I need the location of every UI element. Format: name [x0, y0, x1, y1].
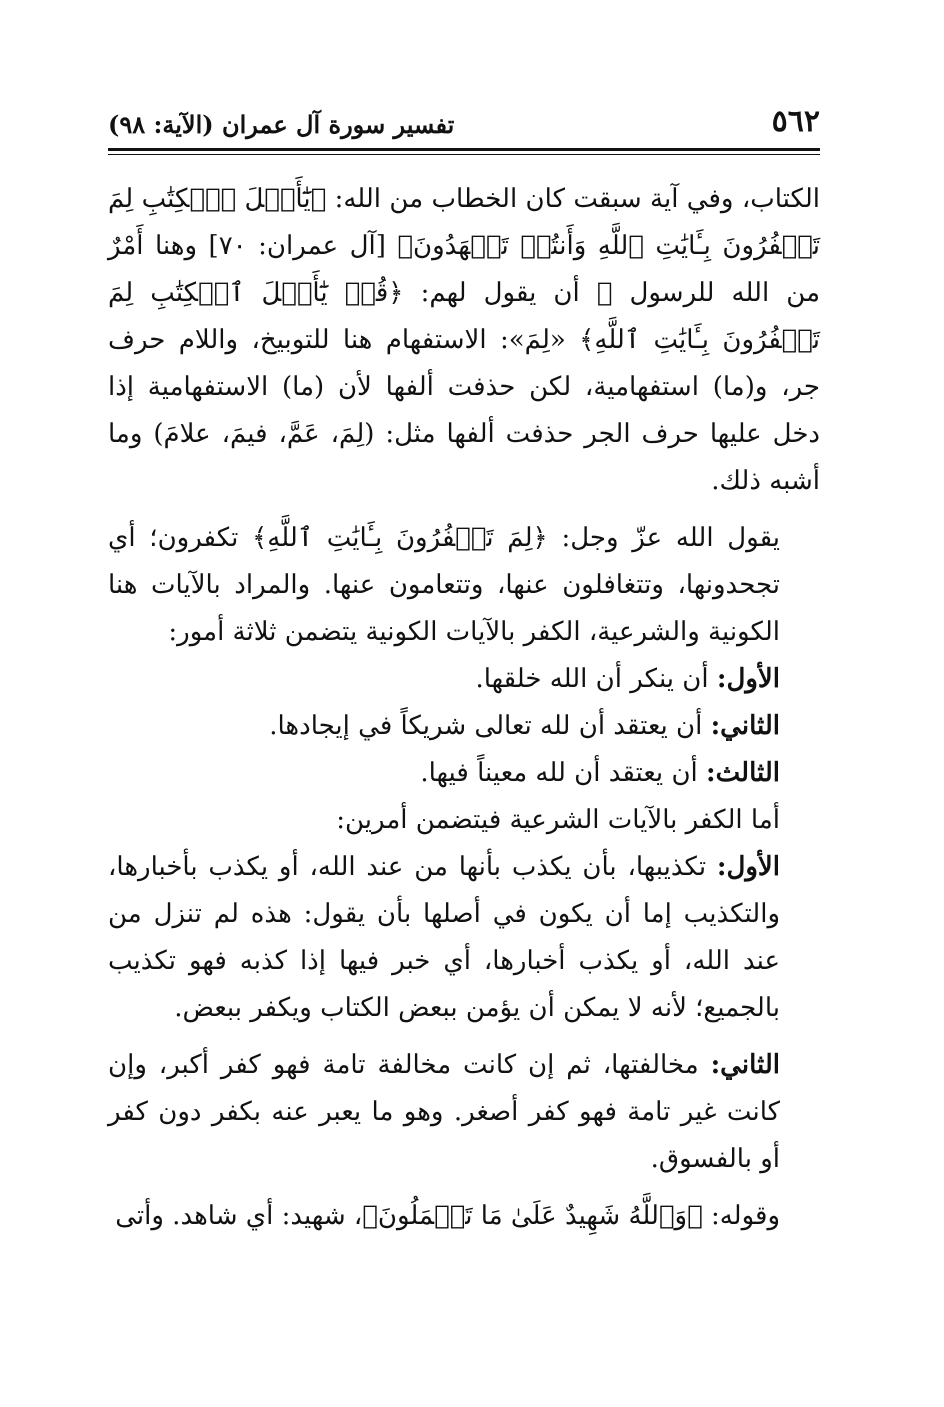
paragraph-4-text: تكذيبها، بأن يكذب بأنها من عند الله، أو يكذب بأخبارها، والتكذيب إما أن يكون في أصلها بأن يقول: هذه لم تنزل من عند الله، أو يكذب أخبارها، أي خبر فيها إذا كذبه فهو تكذيب بالجميع؛ لأنه لا يمكن أن يؤمن ببعض الكتاب ويكفر ببعض.: [108, 852, 780, 1023]
list-item: [108, 750, 820, 797]
list-term: الأول:: [716, 664, 780, 694]
list-term: الثاني:: [710, 711, 780, 741]
body-text: [108, 176, 820, 1240]
paragraph-4: [108, 844, 820, 1032]
header-rule-thick: [108, 148, 820, 151]
paragraph-5-text: مخالفتها، ثم إن كانت مخالفة تامة فهو كفر أكبر، وإن كانت غير تامة فهو كفر أصغر. وهو ما يعبر عنه بكفر دون كفر أو بالفسوق.: [108, 1050, 780, 1174]
header-rule-thin: [108, 154, 820, 155]
paragraph-5-term: الثاني:: [710, 1050, 780, 1080]
paragraph-3: أما الكفر بالآيات الشرعية فيتضمن أمرين:: [336, 805, 780, 835]
page-number: ٥٦٢: [771, 104, 820, 139]
page-header: [108, 100, 820, 148]
running-head: تفسير سورة آل عمران (الآية: ٩٨): [108, 110, 455, 139]
paragraph-2: يقول الله عزّ وجل: ﴿لِمَ تَكۡفُرُونَ بِـَٔايَٰتِ ٱللَّهِ﴾ تكفرون؛ أي تجحدونها، وتتغافلون عنها، وتتعامون عنها. والمراد بالآيات هنا الكونية والشرعية، الكفر بالآيات الكونية يتضمن ثلاثة أمور:: [108, 523, 780, 647]
paragraph-5: [108, 1042, 820, 1183]
paragraph-1: الكتاب، وفي آية سبقت كان الخطاب من الله: ﴿يَٰٓأَهۡلَ ٱلۡكِتَٰبِ لِمَ تَكۡفُرُونَ بِـَٔايَٰتِ ٱللَّهِ وَأَنتُمۡ تَشۡهَدُونَ﴾ [آل عمران: ٧٠] وهنا أَمْرٌ من الله للرسول ﷺ أن يقول لهم: ﴿قُلۡ يَٰٓأَهۡلَ ٱلۡكِتَٰبِ لِمَ تَكۡفُرُونَ بِـَٔايَٰتِ ٱللَّهِ﴾ «لِمَ»: الاستفهام هنا للتوبيخ، واللام حرف جر، و(ما) استفهامية، لكن حذفت ألفها لأن (ما) الاستفهامية إذا دخل عليها حرف الجر حذفت ألفها مثل: (لِمَ، عَمَّ، فيمَ، علامَ) وما أشبه ذلك.: [108, 184, 821, 496]
list-text: أن يعتقد أن لله تعالى شريكاً في إيجادها.: [269, 711, 711, 741]
list-item: [108, 656, 820, 703]
list-item: [108, 703, 820, 750]
paragraph-6: وقوله: ﴿وَٱللَّهُ شَهِيدٌ عَلَىٰ مَا تَعۡمَلُونَ﴾، شهيد: أي شاهد. وأتى: [115, 1201, 780, 1231]
list-text: أن ينكر أن الله خلقها.: [475, 664, 717, 694]
paragraph-4-term: الأول:: [716, 852, 780, 882]
list-term: الثالث:: [706, 758, 780, 788]
list-text: أن يعتقد أن لله معيناً فيها.: [420, 758, 707, 788]
